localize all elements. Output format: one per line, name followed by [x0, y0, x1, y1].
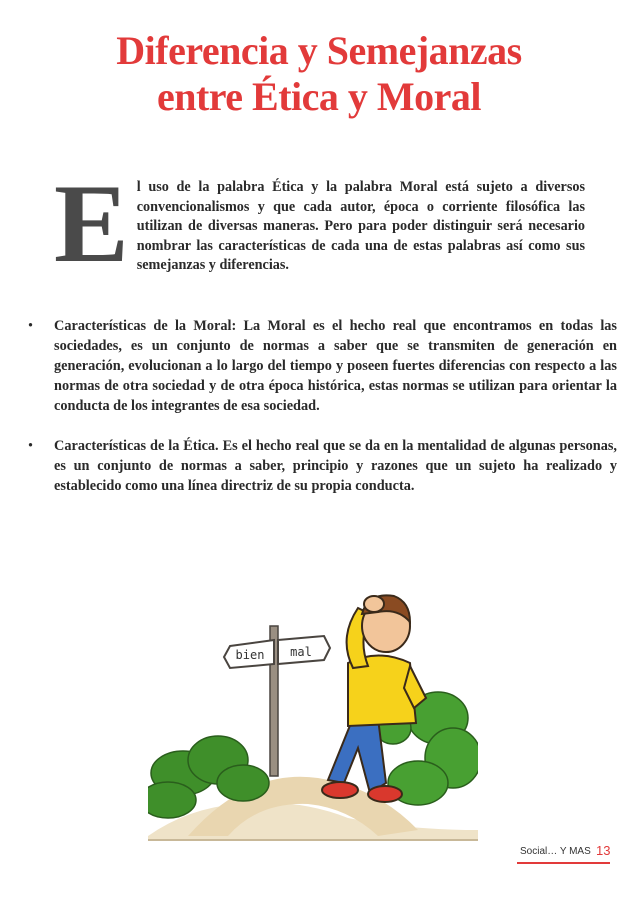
title-line-1: Diferencia y Semejanzas: [116, 28, 522, 73]
bullet-text: Características de la Moral: La Moral es el hecho real que encontramos en todas las sociedades, es un conjunto de normas a saber que se transmiten de generación en generación, evolucionan a lo largo del tiempo y poseen fuertes diferencias con respecto a las normas de otra sociedad y de otra época histórica, estas normas se utilizan para orientar la conducta de los integrantes de esa sociedad.: [54, 318, 617, 414]
bullet-text: Características de la Ética. Es el hecho real que se da en la mentalidad de algunas personas, es un conjunto de normas a saber, principio y razones que un sujeto ha realizado y establecido como una línea directriz de su propia conducta.: [54, 438, 617, 494]
intro-text: l uso de la palabra Ética y la palabra Moral está sujeto a diversos convencionalismos y que cada autor, época o corriente filosófica las utilizan de diversas maneras. Pero para poder distinguir será necesario nombrar las características de cada una de estas palabras así como sus semejanzas y diferencias.: [136, 179, 585, 274]
bullet-list: [22, 316, 617, 516]
page-number: 13: [596, 843, 611, 858]
drop-cap: E: [54, 162, 129, 286]
bullet-marker: •: [28, 318, 34, 334]
page-title: [0, 28, 638, 120]
bullet-etica: [22, 436, 617, 496]
sign-label-mal: mal: [290, 645, 312, 659]
bullet-marker: •: [28, 438, 34, 454]
intro-paragraph: [52, 162, 585, 286]
crossroads-illustration: [148, 568, 478, 850]
bullet-moral: [22, 316, 617, 416]
footer-rule: [517, 862, 610, 864]
footer-label: Social… Y MAS: [520, 846, 591, 857]
title-line-2: entre Ética y Moral: [156, 74, 482, 119]
sign-label-bien: bien: [235, 648, 265, 662]
